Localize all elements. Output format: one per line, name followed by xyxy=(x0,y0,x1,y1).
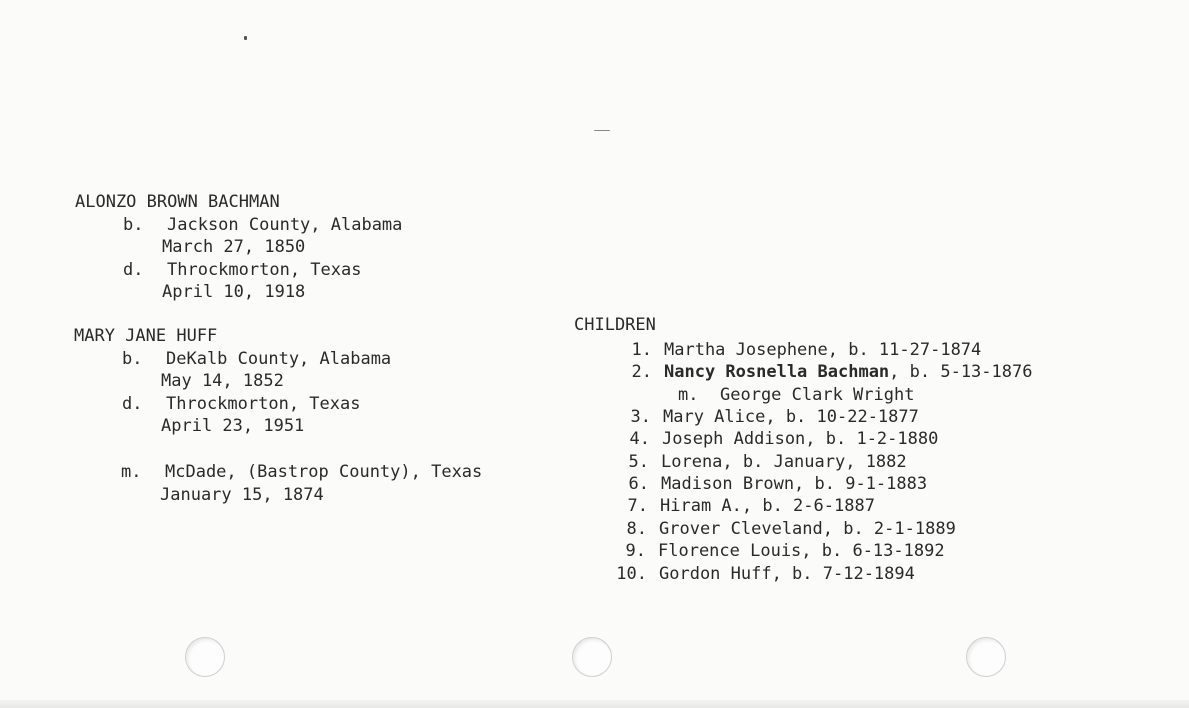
page-edge-shadow xyxy=(0,700,1189,708)
wife-birth-place: DeKalb County, Alabama xyxy=(166,349,392,369)
spouse-marker: m. xyxy=(678,385,699,405)
child-number: 8. xyxy=(626,519,647,539)
list-item xyxy=(608,495,875,518)
child-entry: Grover Cleveland, b. 2-1-1889 xyxy=(659,519,956,539)
child-number: 2. xyxy=(631,362,652,382)
ink-speck xyxy=(594,130,610,131)
husband-death-place: Throckmorton, Texas xyxy=(167,260,362,280)
husband-birth-line xyxy=(123,214,402,237)
punch-hole xyxy=(966,637,1006,677)
wife-birth-marker: b. xyxy=(122,349,143,369)
husband-birth-marker: b. xyxy=(123,215,144,235)
child-entry: Florence Louis, b. 6-13-1892 xyxy=(658,541,945,561)
list-item xyxy=(612,361,1032,384)
child-entry: Lorena, b. January, 1882 xyxy=(661,452,907,472)
husband-name: ALONZO BROWN BACHMAN xyxy=(75,192,280,212)
child-number: 6. xyxy=(628,474,649,494)
spouse-name: George Clark Wright xyxy=(720,385,915,405)
list-item xyxy=(609,473,927,496)
wife-death-line xyxy=(122,393,360,416)
list-item xyxy=(609,451,907,474)
spouse-note xyxy=(678,384,914,407)
list-item xyxy=(611,406,919,429)
wife-death-date: April 23, 1951 xyxy=(161,416,305,436)
husband-death-line xyxy=(123,259,361,282)
punch-hole xyxy=(185,637,225,677)
child-number: 1. xyxy=(631,340,652,360)
husband-birth-place: Jackson County, Alabama xyxy=(167,215,403,235)
child-number: 10. xyxy=(616,564,647,584)
child-entry: Gordon Huff, b. 7-12-1894 xyxy=(659,564,915,584)
child-number: 3. xyxy=(630,407,651,427)
list-item xyxy=(610,428,938,451)
wife-birth-line xyxy=(122,348,391,371)
list-item xyxy=(612,339,981,362)
child-number: 9. xyxy=(625,541,646,561)
husband-death-date: April 10, 1918 xyxy=(162,282,306,302)
husband-death-marker: d. xyxy=(123,260,144,280)
wife-name: MARY JANE HUFF xyxy=(74,326,218,346)
child-entry: Mary Alice, b. 10-22-1877 xyxy=(663,407,919,427)
ink-speck xyxy=(244,36,247,40)
child-number: 5. xyxy=(628,452,649,472)
child-entry: Martha Josephene, b. 11-27-1874 xyxy=(664,340,982,360)
child-number: 4. xyxy=(629,429,650,449)
list-item xyxy=(607,563,915,586)
child-name-bold: Nancy Rosnella Bachman xyxy=(664,362,890,382)
children-heading: CHILDREN xyxy=(574,315,656,335)
punch-hole xyxy=(572,637,612,677)
child-entry: Hiram A., b. 2-6-1887 xyxy=(660,496,875,516)
marriage-marker: m. xyxy=(121,462,142,482)
child-number: 7. xyxy=(627,496,648,516)
wife-death-marker: d. xyxy=(122,394,143,414)
list-item xyxy=(606,540,945,563)
child-entry: Madison Brown, b. 9-1-1883 xyxy=(661,474,928,494)
wife-birth-date: May 14, 1852 xyxy=(161,371,284,391)
husband-birth-date: March 27, 1850 xyxy=(162,237,306,257)
wife-death-place: Throckmorton, Texas xyxy=(166,394,361,414)
list-item xyxy=(607,518,956,541)
marriage-place: McDade, (Bastrop County), Texas xyxy=(165,462,483,482)
marriage-date: January 15, 1874 xyxy=(160,485,324,505)
child-entry: , b. 5-13-1876 xyxy=(889,362,1033,382)
marriage-line xyxy=(121,461,482,484)
child-entry: Joseph Addison, b. 1-2-1880 xyxy=(662,429,939,449)
